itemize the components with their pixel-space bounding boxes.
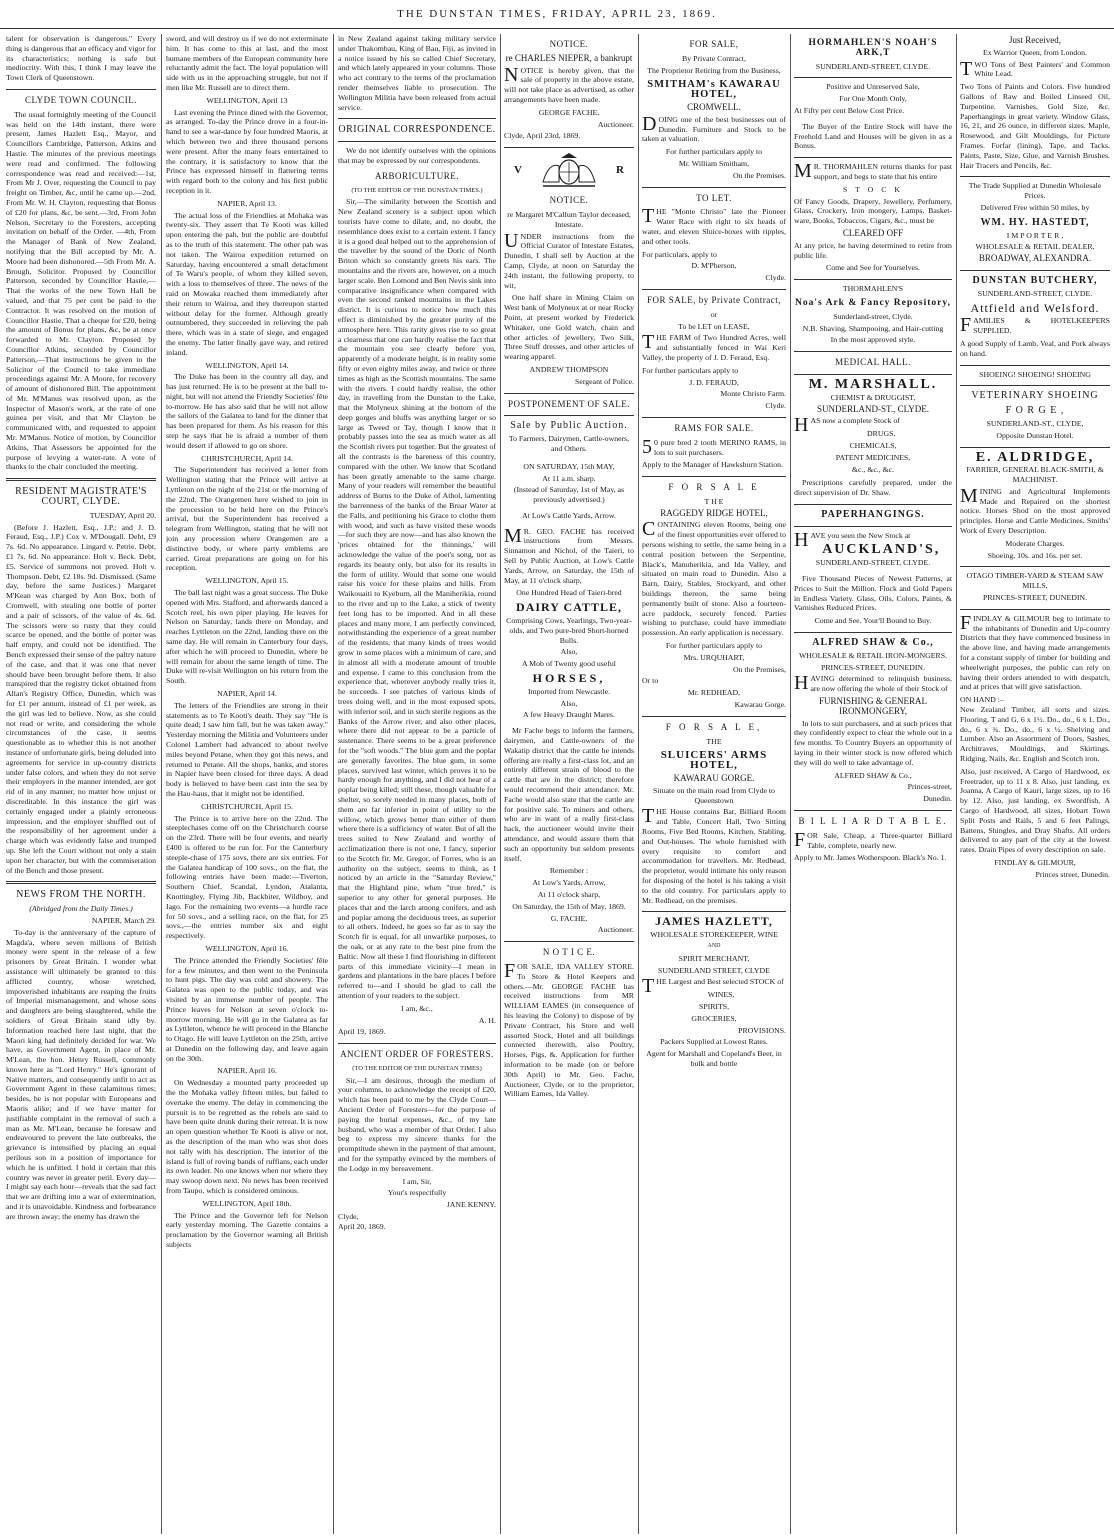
hotel-situation: Situate on the main road from Clyde to Queenstown bbox=[653, 785, 775, 805]
letter-place: Clyde, bbox=[338, 1212, 359, 1222]
store-month: For One Month Only, bbox=[839, 94, 907, 104]
signature: JANE KENNY. bbox=[446, 1200, 496, 1210]
received-text: TWO Tons of Best Painters' and Common White Lead. bbox=[960, 57, 1110, 80]
hotel-contact: Mr. REDHEAD, bbox=[687, 688, 741, 698]
auction-mob: A Mob of Twenty good useful bbox=[522, 659, 616, 669]
rams-text: 50 pure bred 2 tooth MERINO RAMS, in lots to suit purchasers. bbox=[642, 435, 786, 458]
intro-text: talent for observation is dangerous." Every thing is dangerous that an efficacy and vigor for its characteristics; nothing is safe but mediocrity. With this, I think I may leave the Town Clerk of Queenstown. bbox=[6, 34, 156, 83]
correspondence-title: ORIGINAL CORRESPONDENCE. bbox=[338, 124, 496, 136]
remember-line: On Saturday, the 15th of May, 1869. bbox=[512, 901, 626, 911]
dateline: WELLINGTON, April 15. bbox=[205, 576, 289, 586]
column-rule bbox=[790, 34, 791, 1534]
council-title: CLYDE TOWN COUNCIL. bbox=[24, 94, 137, 105]
court-title: RESIDENT MAGISTRATE'S COURT, CLYDE. bbox=[15, 486, 147, 508]
store-street: SUNDERLAND-STREET, CLYDE. bbox=[815, 558, 931, 568]
timber-sign: Princes street, Dunedin. bbox=[1035, 869, 1110, 879]
store-street: SUNDERLAND-STREET, CLYDE. bbox=[815, 61, 931, 71]
store-title: HORMAHLEN'S NOAH'S ARK,T bbox=[808, 38, 938, 58]
news-text: The Prince and the Governor left for Nelson early yesterday morning. The Gazette contains a proclamation by the Governor warning all British subjects bbox=[166, 1210, 328, 1250]
merchant-name: JAMES HAZLETT, bbox=[655, 914, 773, 929]
come-see: Come and See for Yourselves. bbox=[826, 263, 920, 273]
butchery-name: Attfield and Welsford. bbox=[970, 300, 1100, 315]
notice-role: Auctioneer. bbox=[597, 119, 634, 129]
merchant-item: GROCERIES, bbox=[691, 1013, 737, 1023]
hotel-contact: Mrs. URQUHART, bbox=[683, 652, 745, 662]
chemist-item: DRUGS, bbox=[867, 429, 896, 439]
notice-date: Clyde, April 23rd, 1869. bbox=[504, 131, 581, 141]
to-let-place: Clyde. bbox=[765, 273, 786, 283]
sale-contact: Mr. William Smitham, bbox=[678, 158, 750, 168]
farm-lease: To be LET on LEASE, bbox=[678, 321, 750, 331]
signoff: Your's respectfully bbox=[387, 1188, 447, 1198]
remember-line: At 11 o'clock sharp, bbox=[537, 889, 601, 899]
court-text: (Before J. Hazlett, Esq., J.P.; and J. D. Feraud, Esq., J.P.) Cox v. M'Dougall. Debt, £9 7s. 6d. No appearance. Lingard v. Petrie. Debt, £1 7s. 6d. No appearance. Holt v. Beck. Debt, £5. Service of summons not proved. Holt v. Thompson. Debt, £2 18s. 9d. Dismissed. (Same day, before the same Justices.) Margaret M'Kean was charged by Ann Box, both of Cromwell, with stealing one bottle of porter and a pair of scissors, of the value of 4s. 6d. The scissors were so rusty that they could scarce be opened, and the bottle of porter was half empty, and could not be identified. The Bench expressed their sense of the paltry nature of the case, and that it was one that never should have been brought before them. It also transpired that the registry ticket obtained from Allan's Registry Office, Dunedin, which was for £1 per annum, instead of £1 per week, as the girl was led to believe. Now, as she could not read or write, and considering the whole circumstances of the case, it seems questionable as to whether this is not another instance of unfortunate girls, being deluded into agreements for service in up-country districts under false colors, and when they do not serve their employers in the manner intended, are got rid of in any manner, no matter how unjust or discreditable. In this instance the girl was certainly engaged under a plainly erroneous impression, and the employer shuffled out of the responsibility of her agreement under a charge which was evidently false and trumped up. She left the Court without not only a stain upon her character, but with the commiseration of the Bench and those present. bbox=[6, 522, 156, 875]
remember-heading: Remember : bbox=[549, 866, 589, 876]
cleared-heading: CLEARED OFF bbox=[842, 227, 904, 238]
store-text: The Buyer of the Entire Stock will have the Freehold Land and Houses will be given in as a Bonus. bbox=[794, 121, 952, 151]
merchant-item: WINES, bbox=[707, 990, 735, 1000]
dateline: NAPIER, April 14. bbox=[217, 689, 277, 698]
news-text: in New Zealand against taking military service under Thakombau, King of Bau, Fiji, as invited in a notice issued by his so called Chief Secretary, and which lately appeared in your columns. Those who act contrary to the terms of the proclamation render themselves liable to prosecution. The Wellington Militia have been released from actual service. bbox=[338, 34, 496, 112]
column-rule bbox=[638, 34, 639, 1534]
thormahlen-text: MR. THORMAHLEN returns thanks for past support, and begs to state that his entire bbox=[794, 160, 952, 183]
farm-place: Clyde. bbox=[765, 401, 786, 411]
timber-items: New Zealand Timber, all sorts and sizes. Flooring, T and G, 6 x 1½. Do., do., 6 x 1. Do., do., 6 x ¾. Do., do., 6 x ½. Shelving and Lumber. Also an Assortment of Doors, Sashes, Architraves, Mouldings, and Skirtings. Ridging, Nails, &c. English and Scotch iron. bbox=[960, 705, 1110, 764]
store-sale: Positive and Unreserved Sale, bbox=[826, 82, 920, 92]
arboriculture-title: ARBORICULTURE. bbox=[375, 170, 459, 181]
chemist-text: Prescriptions carefully prepared, under the direct supervision of Dr. Shaw. bbox=[794, 478, 952, 498]
merchant-and: AND bbox=[707, 942, 721, 949]
news-text: The Prince is to arrive here on the 22nd. The steeplechases come off on the Christchurch course on the 23rd. There will be four events, and nearly £400 is offered to be run for. For the Canterbury steeple-chase of 175 sovs, there are six entries. For the Galatea handicap of 100 sovs., on the flat, the following entries have been made:—Tiverton, Southern Chief, Scandal, Lyndon, Atalanta, Knottingley, Flying Jib, Backbiter, Wildboy, and Iago. For the remaining two events—a hurdle race for 50 sovs., and a selling race, on the flat, for 25 sovs.,—the entries number six and eight respectively. bbox=[166, 813, 328, 941]
chemist-text: HAS now a complete Stock of bbox=[794, 414, 900, 437]
billiard-text: FOR Sale, Cheap, a Three-quarter Billiard Table, complete, nearly new. bbox=[794, 828, 952, 851]
notice-subtitle: re CHARLES NIEPER, a bankrupt bbox=[505, 52, 633, 63]
hotel-text: CONTAINING eleven Rooms, being one of the finest opportunities ever offered to persons wishing to settle, the same being in a central position between the Serpentine, Black's, Manuherikia, and Ida Valley, and situated on main road to Dunedin. Also a Barn, Dairy, Stables, Stockyard, and other buildings thereon, the same being permanently built of stone. Also a fourteen-acre paddock, securely fenced. Parties wishing to purchase, could have immediate possession. An early application is necessary. bbox=[642, 518, 786, 638]
hotel-place: KAWARAU GORGE. bbox=[673, 773, 755, 784]
hotel-the: THE bbox=[706, 736, 722, 746]
notice-text: NOTICE is hereby given, that the sale of property in the above estate, will not take place as advertised, as other arrangements have been made. bbox=[504, 63, 634, 104]
stock-heading: S T O C K bbox=[842, 184, 904, 194]
farrier-role: FARRIER, GENERAL BLACK-SMITH, & MACHINIST. bbox=[966, 465, 1104, 485]
sale-text: DOING one of the best businesses out of Dunedin. Furniture and Stock to be taken at valuation. bbox=[642, 112, 786, 144]
news-text: The Duke has been in the country all day, and has just returned. He is to be present at the ball to-night, but will not attend the Friendly Societies' fête to-morrow. He has also said that he will not allow the sailors of the Galatea to land for the dinner that has been prepared for them. As his reason for this step he says that he is afraid a number of them would desert if allowed to go on shore. bbox=[166, 372, 328, 450]
news-text: On Wednesday a mounted party proceeded up the the Mohaka valley fifteen miles, but failed to overtake the enemy. The delay in commencing the pursuit is to be regretted as the rebels are said to have been quite drunk during their retreat. It is now an open question whether Te Kooti is alive or not, as the description of the man who was shot does not tally with his description. The interior of the island is full of roving bands of ruffians, each under its own leader. No one knows when nor where they may swoop down next. No news has been received from Taupo, which is considered ominous. bbox=[166, 1078, 328, 1196]
hotel-name: SMITHAM's KAWARAU HOTEL, bbox=[647, 79, 781, 101]
hotel-premises: On the Premises, bbox=[732, 664, 786, 674]
signature: A. H. bbox=[478, 1015, 496, 1025]
column-4 bbox=[504, 34, 634, 1534]
notice-title: NOTICE. bbox=[549, 39, 589, 49]
chemist-name: M. MARSHALL. bbox=[808, 376, 938, 392]
notice-sign: GEORGE FACHE, bbox=[538, 107, 600, 117]
merchant-street: SUNDERLAND STREET, CLYDE bbox=[658, 965, 770, 975]
chemist-role: CHEMIST & DRUGGIST, bbox=[830, 392, 916, 402]
arboriculture-text: Sir,—The similarity between the Scottish and New Zealand scenery is a subject upon which tourists have come to dilate, and, no doubt, the resemblance does exist to a certain extent. I fancy it is a good deal helped out to the apprehension of the traveller by the sound of the Doric of North Briton which so constantly greets his ears. The mountains and the rivers are, however, on a much larger scale. Ben Lomond and Ben Nevis sink into comparative insignificance when compared with even the second ranked mountains in the Lakes district. It is curious to notice how much this effect is diminished by the greater purity of the atmosphere here. This rarity gives rise to so great a clearness that one can hardly realise the fact that the mountain you see clearly before you, apparently of a moderate height, is in reality some fifty or even eighty miles away, and twice or three times as high as the Scottish mountains. The same with the rivers. I could hardly realise, the other day, in travelling from the Dunstan to the Lake, that the Molyneux shining at the bottom of the deep gorges and bluffs was anything larger or so large as Tweed or Tay, though I know that it probably passes into the sea as much water as all the Scottish rivers put together. But the greatest of all the contrasts is the bareness of this country, compared with the other. We know that Scotland has been greatly amenable to the same charge. Many of your readers will remember the beautiful address of Burns to the Duke of Athol, lamenting the barrenness of the banks of the Bruar Water at the Falls, and petitioning his Grace to clothe them with wood, and such as have visited these woods—for such they are now—and has also known the 'prices obtained for the thinnings,' will acknowledge the value of the poet's song, not as regards its beauty only, but also for its results in the form of utility. Would that some one would raise his voice for these plains and hills. From Waikouaiti to Kyeburn, all the Maniherikia, round to the river and up to the Lake, a stick of twenty feet long has to be imported. And in all these places and many more, I am perfectly convinced, notwithstanding the experience of a great number of the residents, that many kinds of trees would grow in some places with a minimum of care, and in almost all with a moderate amount of trouble and expense. I came to this conclusion from the experience that, wherever anybody really tries it, he succeeds. I see patches of various kinds of trees doing well, and in the most exposed spots, with inferior soil, and in such sterile regions as the Banks of the Arrow river, and also other places, where there did not appear to be a particle of sustenance. There seems to be a great preference for the "soft woods." The blue gum and the poplar are generally favorites. The blue gum, in some places, survived last winter, which proves it to be hardy enough for anything, and I did not hear of a poplar being killed; still these, though valuable for shelter, so sorely needed in many places, both of them are far inferior in point of utility to the willow, which grows better than either of them where there is a sufficiency of water. But of all the trees suited to New Zealand and worthy of acclimatization there is not one, I fancy, superior to the Scotch fir. Mr. Gregor, of Forres, who is an authority on the subject, seems to think, as I noticed by an article in the "Saturday Review," that the Highland pine, when "true bred," is superior to any other for general purposes. He places that and the larch among conifers, and ash and poplar among the deciduous trees, as superior to all others. Indeed, he goes so far as to say the Scotch fir is equal, for all unwarlike purposes, to the oak, or at any rate to the best pine from the Baltic. Now all these I find flourishing in different parts of this immediate vicinity—I mean in gardens and plantations in the bare places I before referred to—and I should be glad to call the attention of your readers to the subject. bbox=[338, 197, 496, 1000]
dateline: NAPIER, April 13. bbox=[217, 198, 277, 208]
council-text: The usual fortnightly meeting of the Council was held on the 14th instant, there were present, James Hazlett Esq., Mayor, and Councillors Cambridge, Patterson, Atkins and Hastie. The minutes of the previous meetings were read and confirmed. The following correspondence was read and received:—1st, From Mr J. Over, requesting the Council to pay freight on Timber, &c, until he came up.—2nd, From Mr. W. H. Clayton, requesting that Bonus of £20 for plans, &c, be sent.—3rd, From John Nelson, Secretary to the Foresters, accepting invitation on behalf of the Order. —4th, From the Manager of Bank of New Zealand, notifying that the Bill accepted by Mr. A. Moore had been dishonored.—5th From Mr. A. Brough, Solicitor. Proposed by Councillor Patterson, seconded by Councillor Hastie,—That the works of the new Town Hall be valued, and that 75 per cent be paid to the Contractor. It was resolved on the motion of Councillor Hastie, That a cheque for £20, being the amount of Bonus for plans, &c, be at once forwarded to Mr. Clayton. Proposed by Councillor Atkins, seconded by Councillor Patterson,—That instructions be given to the Solicitor of the Council to take immediate proceedings against Mr. A Moore, for recovery of amount of dishonored Bill. The appointment of Mr. M'Manus was resolved upon, as the Inspector of Mason's work, at the rate of one guinea per visit, and that Mr Clayton be communicated with, and requested to appoint Mr. M'Manus. Notice of motion, by Councillor Atkins, That Assessors be appointed for the purpose of levying a water-rate. A vote of thanks to the chair concluded the meeting. bbox=[6, 109, 156, 472]
dateline: CHRISTCHURCH, April 14. bbox=[201, 453, 293, 463]
billiard-title: B I L L I A R D T A B L E. bbox=[798, 816, 948, 827]
store-name: AUCKLAND'S, bbox=[822, 542, 941, 558]
auction-audience: To Farmers, Dairymen, Cattle-owners, and Others. bbox=[508, 434, 630, 453]
column-2 bbox=[166, 34, 328, 1534]
signoff: I am, &c., bbox=[401, 1003, 433, 1013]
rams-title: RAMS FOR SALE. bbox=[674, 422, 754, 433]
column-6 bbox=[794, 34, 952, 1534]
news-text: The ball last night was a great success. The Duke opened with Mrs. Stafford, and afterwards danced a Scotch reel, his own piper playing. He leaves for Nelson on Saturday, lands there on Monday, and reaches Lyttleton on the 22nd, landing there on the same day. He will remain in Canterbury four days, after which he will proceed to Dunedin, where he will remain for about the same length of time. The Duke will re-visit Wellington on his return from the South. bbox=[166, 588, 328, 686]
crest-letter-v: V bbox=[514, 164, 522, 177]
timber-text: FINDLAY & GILMOUR beg to intimate to the inhabitants of Dunedin and Up-country Districts that they have commenced business in the above line, and having made arrangements for a constant supply of timber for building and wheelwright purposes, the public can rely on having their orders attended to with despatch, and at prices that will give satisfaction. bbox=[960, 611, 1110, 692]
column-rule bbox=[161, 34, 162, 1534]
auction-title: Sale by Public Auction. bbox=[510, 420, 628, 432]
royal-crest-icon bbox=[539, 152, 599, 190]
hotel-name: RAGGEDY RIDGE HOTEL, bbox=[660, 507, 768, 518]
hotel-apply: For further particulars apply to bbox=[665, 641, 763, 651]
timber-on-hand: ON HAND :– bbox=[960, 695, 1004, 705]
received-title: Just Received, bbox=[1009, 35, 1061, 45]
notice-sign: ANDREW THOMPSON bbox=[529, 364, 609, 374]
masthead: THE DUNSTAN TIMES, FRIDAY, APRIL 23, 1869. bbox=[0, 0, 1114, 29]
dateline: WELLINGTON, April 13 bbox=[206, 95, 288, 105]
paperhangings-come: Come and See. Your'll Bound to Buy. bbox=[814, 616, 932, 626]
column-rule bbox=[956, 34, 957, 1534]
timber-title: OTAGO TIMBER-YARD & STEAM SAW MILLS, bbox=[966, 571, 1104, 591]
notice-text: UNDER instructions from the Official Curator of Intestate Estates, Dunedin, I shall sell by Auction at the Camp, Clyde, at noon on Saturday the 24th instant, the following property, to wit, bbox=[504, 229, 634, 290]
butchery-street: SUNDERLAND-STREET, CLYDE. bbox=[977, 288, 1093, 298]
auction-also: Also, bbox=[560, 647, 578, 657]
foresters-text: Sir,—I am desirous, through the medium of your columns, to acknowledge the receipt of £20, which has been paid to me by the Clyde Court—Ancient Order of Foresters—for the purpose of paying the burial expenses, &c., of my late husband, who was a member of that Order. I also beg to express my sincere thanks for the promptitude shewn in the payment of that amount, and for the sympathy evinced by the members of the Lodge in my bereavement. bbox=[338, 1075, 496, 1173]
hotel-name: SLUICERS' ARMS HOTEL, bbox=[660, 749, 768, 772]
news-text: Last evening the Prince dined with the Governor, as arranged. To-day the Prince drove in a four-in-hand to see a war-dance by four hundred Maoris, at which between two and three thousand persons were present. After the many fears entertained to the contrary, it is satisfactory to know that the Prince has expressed himself in flattering terms with regard both to the colony and his first public reception in it. bbox=[166, 107, 328, 195]
notice-items: One half share in Mining Claim on West bank of Molyneux at or near Rocky Point, at present worked by Frederick Whitaker, one Gold watch, chain and other articles of jewellery, Two Silk, Three Stuff dresses, and other articles of wearing apparel. bbox=[504, 293, 634, 362]
news-text: sword, and will destroy us if we do not exterminate him. It has come to this at last, and the most humane members of the European community here reluctantly admit the fact. The loyal population will side with us in the approaching struggle, but not if men like Mr. Russell are to direct them. bbox=[166, 34, 328, 92]
farm-sale-title: FOR SALE, by Private Contract, bbox=[647, 294, 781, 305]
hotel-place: CROMWELL. bbox=[687, 101, 741, 112]
delivered-free: Delivered Free within 50 miles, by bbox=[980, 202, 1090, 212]
repository-name: Noa's Ark & Fancy Repository, bbox=[795, 297, 951, 308]
sale-subtitle: By Private Contract, bbox=[682, 53, 746, 63]
farrier-charges: Moderate Charges. bbox=[1005, 538, 1065, 548]
farm-contact: J. D. FERAUD, bbox=[689, 377, 739, 387]
notice-text: FOR SALE, IDA VALLEY STORE. To Store & Hotel Keepers and others.—Mr. GEORGE FACHE has received instructions from MR WILLIAM EAMES (in consequence of his leaving the Colony) to dispose of by Private Contract, his Store and well assorted Stock, Hotel and all buildings connected therewith, also Poultry, Horses, Pigs, &. Application for further information to be made (on or before 30th April) to Mr. Geo. Fache, Auctioneer, Clyde, or to the proprietor, William Eames, Ida Valley. bbox=[504, 959, 634, 1099]
chemist-etc: &c., &c., &c. bbox=[851, 464, 895, 474]
column-5 bbox=[642, 34, 786, 1534]
auction-also: Also, bbox=[560, 698, 578, 708]
hotel-gorge: Kawarau Gorge. bbox=[734, 700, 786, 710]
auction-text: Mr Fache begs to inform the farmers, dairymen, and Cattle-owners of the Wakatip district that the cattle he intends offering are really a first-class lot, and an entirely different strain of blood to the cattle that are in the district; therefore would recommend their attendance. Mr. Fache would also state that the cattle are for positive sale. To miners and others, who are in want of a really first-class hack, the auctioneer would invite their attendance, and would assure them that such an opportunity but seldom presents itself. bbox=[504, 726, 634, 863]
timber-also: Also, just received, A Cargo of Hardwood, ex Freetrader, up to 11 x 8. Also, just landing, ex Joanna, A Cargo of Kauri, large sizes, up to 16 by 12. Also, just landing, ex Swordfish, A Cargo of Hardwood, all sizes, Hobart Town Split Posts and Rails, 5 and 6 feet Palings, Battens, Shingles, and Dray Shafts. All orders delivered to any part of the city at the lowest rates. Drain Pipes of every description on sale. bbox=[960, 766, 1110, 855]
editor-line: (TO THE EDITOR OF THE DUNSTAN TIMES.) bbox=[351, 186, 483, 194]
notice-title: N O T I C E. bbox=[542, 947, 596, 958]
sale-proprietor: The Proprietor Retiring from the Business, bbox=[647, 65, 781, 75]
hotel-or: Or to bbox=[642, 676, 659, 686]
merchant-spirit: SPIRIT MERCHANT, bbox=[678, 953, 750, 963]
chemist-street: SUNDERLAND-ST., CLYDE. bbox=[817, 403, 929, 414]
auction-sign: G. FACHE, bbox=[550, 913, 588, 923]
merchant-text: THE Largest and Best selected STOCK of bbox=[642, 975, 784, 998]
forge-opposite: Opposite Dunstan Hotel. bbox=[996, 430, 1074, 440]
column-1 bbox=[6, 34, 156, 1534]
auction-hundred: One Hundred Head of Taieri-bred bbox=[516, 588, 622, 598]
forge-street: SUNDERLAND-ST., CLYDE, bbox=[986, 418, 1084, 428]
dateline: WELLINGTON, April 18th. bbox=[202, 1198, 292, 1208]
merchant-packers: Packers Supplied at Lowest Rates. bbox=[660, 1037, 768, 1047]
shoeing-title: SHOEING! SHOEING! SHOEING bbox=[979, 369, 1091, 379]
paperhangings-text: Five Thousand Pieces of Newest Patterns, at Prices to Suit the Million. Flock and Gold Papers in Endless Variety. Glass, Oils, Colors, Paints, & Varnishes Reduced Prices. bbox=[794, 574, 952, 613]
auction-instead: (Instead of Saturday, 1st of May, as previously advertised.) bbox=[513, 485, 625, 505]
chemist-item: CHEMICALS, bbox=[849, 440, 897, 450]
auction-text: MR. GEO. FACHE has received instructions from Messrs. Sinnamon and Nichol, of the Taieri, to Sell by Public Auction, at Low's Cattle Yards, Arrow, on Saturday, the 15th of May, at 11 o'clock sharp, bbox=[504, 524, 634, 585]
importer-street: BROADWAY, ALEXANDRA. bbox=[978, 253, 1092, 264]
repository-owner: THORMAHLEN'S bbox=[842, 284, 904, 294]
ironmonger-heading: FURNISHING & GENERAL IRONMONGERY, bbox=[819, 696, 927, 716]
north-dateline: NAPIER, March 29. bbox=[91, 915, 156, 925]
to-let-apply: For particulars, apply to bbox=[642, 249, 717, 259]
auction-place: At Low's Cattle Yards, Arrow. bbox=[522, 510, 616, 520]
court-date: TUESDAY, April 20. bbox=[89, 510, 156, 520]
timber-street: PRINCES-STREET, DUNEDIN. bbox=[982, 593, 1088, 603]
news-text: The letters of the Friendlies are strong in their statements as to Te Kooti's death. They say "He is quite dead; I saw him fall, but he was taken away." Yesterday morning the Militia and Volunteers under Colonel Lambert had advanced to about twelve miles beyond Petane, when they got this news, and returned to Petane. All the shops, banks, and stores in Napier have been closed for three days. A dead body is believed to have been cast into the sea by the Hau-haus, that it might not be identified. bbox=[166, 700, 328, 798]
ironmonger-sign: Princes-street, bbox=[907, 782, 952, 792]
news-text: The actual loss of the Friendlies at Mohaka was twenty-six. They assert that Te Kooti was killed upon entering the pah, but the public are doubtful as to the truth of this statement. The other pah was not taken. The Wairoa expedition returned on Saturday, having encountered a small detachment of Te Waru's people, of whom they killed seven, with a loss to themselves of three. The news of the raid on Mowaka reached them immediately after their return to Wairoa, and they thereupon started without delay for the former. Although greatly outnumbered, they succeeded in relieving the pah there, which was in a state of siege, and engaged the enemy. The latter finally gave way, and retired inland. bbox=[166, 210, 328, 357]
ironmonger-name: ALFRED SHAW & Co., bbox=[812, 637, 934, 649]
rams-apply: Apply to the Manager of Hawksburn Station. bbox=[642, 460, 783, 470]
notice-title: NOTICE. bbox=[549, 195, 589, 206]
cleared-text: At any price, he having determined to retire from public life. bbox=[794, 240, 952, 260]
timber-sign: FINDLAY & GILMOUR, bbox=[994, 857, 1076, 867]
dateline: CHRISTCHURCH, April 15. bbox=[201, 801, 293, 811]
ironmonger-sign: Dunedin. bbox=[923, 794, 952, 804]
ironmonger-sign: ALFRED SHAW & Co., bbox=[834, 770, 912, 780]
signoff: I am, Sir, bbox=[402, 1176, 432, 1186]
column-7 bbox=[960, 34, 1110, 1534]
dateline: NAPIER, April 16. bbox=[217, 1066, 277, 1076]
hotel-text: THE House contains Bar, Billiard Room and Table, Concert Hall, Two Sitting Rooms, Five Bed Rooms, Kitchen, Stabling, and Out-houses. The whole furnished with every requisite to comfort and accommodation for travellers. Mr. Redhead, the proprietor, would intimate his only reason for disposing of the hotel is his taking a visit to the old country. For particulars apply to Mr. Redhead, on the premises. bbox=[642, 805, 786, 905]
dateline: WELLINGTON, April 16. bbox=[205, 943, 289, 953]
hotel-sale-title: F O R S A L E bbox=[668, 482, 760, 493]
sale-title: FOR SALE, bbox=[689, 39, 739, 49]
column-rule bbox=[333, 34, 334, 1534]
farm-or: or bbox=[710, 309, 718, 319]
paperhangings-text: HAVE you seen the New Stock at bbox=[794, 528, 911, 551]
merchant-agent: Agent for Marshall and Copeland's Beer, in bulk and bottle bbox=[646, 1049, 782, 1068]
to-let-title: TO LET. bbox=[696, 192, 732, 203]
butchery-text: A good Supply of Lamb, Veal, and Pork always on hand. bbox=[960, 338, 1110, 358]
north-text: To-day is the anniversary of the capture of Magda'a, where seven millions of British money were spent in the release of a few prisoners by Great Britain. I wonder what assistance will ultimately be granted to this afflicted country, whose wretched, impoverished inhabitants are reaping the fruits of Imperial mismanagement, and whose sons and daughters are being slaughtered, while the soldiers of Great Britain stand idly by. Information reached here last night, that the Maori king had definitely decided for war. We have, as Government Agent, in place of Mr. M'Lean, the hon. Henry Russell, commonly known here as "Lord Henry." He's ignorant of Native matters, and consequently unfit to act as Government Agent in these calamitous times; besides, he is not popular with Europeans and Maoris alike; and if we have matter for justifiable complaint in the removal of such a man as Mr. M'Lean, because he foresaw and endeavoured to prevent the late outbreaks, the grievance is intensified by placing an equal perilous son in a position of importance for which he is unfitted. I hold it certain that this country was never in greater peril. Every day—I might say each hour—reveals that the sad fact that we are drifting into a war of extermination, and it is unavoidable. Kindness and forbearance are thrown away; the enemy has drawn the bbox=[6, 927, 156, 1221]
butchery-text: FAMILIES & HOTELKEEPERS SUPPLIED. bbox=[960, 314, 1110, 337]
dateline: WELLINGTON, April 14. bbox=[205, 360, 289, 370]
ironmonger-text: In lots to suit purchasers, and at such prices that they confidently expect to clear the whole out in a few months. To Country Buyers an opportunity of laying in their winter stock is now offered which they will do well to take advantage of. bbox=[794, 718, 952, 767]
chemist-item: PATENT MEDICINES, bbox=[835, 452, 911, 462]
notice-role: Sergeant of Police. bbox=[575, 376, 634, 386]
butchery-title: DUNSTAN BUTCHERY, bbox=[972, 274, 1098, 286]
north-subtitle: (Abridged from the Daily Times.) bbox=[29, 904, 133, 914]
received-subtitle: Ex Warrior Queen, from London. bbox=[982, 47, 1088, 57]
farm-apply: For further particulars apply to bbox=[642, 365, 739, 375]
ironmonger-role: WHOLESALE & RETAIL IRON-MONGERS. bbox=[798, 650, 948, 660]
auction-date: ON SATURDAY, 15th MAY, bbox=[523, 461, 615, 471]
importer-role: I M P O R T E R , bbox=[1006, 230, 1064, 240]
news-text: The Prince attended the Friendly Societies' fête for a few minutes, and then went to the Peninsula to hunt pigs. The day was cold and showery. The Galatea was open to the public today, and was visited by an immense number of people. The Prince leaves for Nelson at seven o'clock to-morrow morning. He will go in the Galatea as far as Lyttleton, whence he will proceed in the Blanche to Otago. He will leave Lyttleton on the 25th, arrive at Dunedin on the following day, and leave again on the 30th. bbox=[166, 955, 328, 1063]
merchant-item: PROVISIONS. bbox=[738, 1025, 786, 1035]
farrier-name: E. ALDRIDGE, bbox=[975, 449, 1095, 465]
news-text: The Superintendent has received a letter from Wellington stating that the Prince will arrive at Lyttleton on the night of the 21st or the morning of the 22nd. The Orangemen here wished to join in the procession to be held here on the Prince's arrival, but the Superintendent has received a telegram from Wellington, stating that he will not join any procession where Orangemen are a distinctive body, or where party emblems are carried. Great preparations are going on for his reception. bbox=[166, 465, 328, 573]
foresters-title: ANCIENT ORDER OF FORESTERS. bbox=[340, 1049, 494, 1060]
ironmonger-text: HAVING determined to relinquish business, are now offering the whole of their Stock of bbox=[794, 672, 952, 695]
correspondence-note: We do not identify ourselves with the opinions that may be expressed by our correspondents. bbox=[338, 146, 496, 165]
paperhangings-title: PAPERHANGINGS. bbox=[821, 508, 925, 520]
auction-comprising: Comprising Cows, Yearlings, Two-year-olds, and Two pure-bred Short-horned Bulls. bbox=[506, 616, 632, 645]
dairy-cattle-heading: DAIRY CATTLE, bbox=[516, 600, 622, 615]
letter-date: April 19, 1869. bbox=[338, 1027, 386, 1037]
received-items: Two Tons of Paints and Colors. Five hundred Gallons of Raw and Boiled Linseed Oil, Turpentine. Varnishes, Gold Size, &c. Paperhangings in great variety. Window Glass, 16, 21, and 26 ounce, in different sizes. Maple, Rosewood, and Gilt Mouldings, for Picture Frames. Forfar (lining), Tape, and Tacks. Paints, Paste, Size, Glue, and Varnish Brushes. Hair Tracers and Pencils, &c. bbox=[960, 82, 1110, 170]
auction-time: At 11 a.m. sharp. bbox=[542, 473, 596, 483]
remember-line: At Low's Yards, Arrow, bbox=[532, 878, 606, 888]
repository-note: N.B. Shaving, Shampooing, and Hair-cutting bbox=[802, 323, 944, 333]
auction-imported: Imported from Newcastle. bbox=[527, 686, 611, 696]
stock-items: Of Fancy Goods, Drapery, Jewellery, Perfumery, Glass, Crockery, Iron mongery, Lamps, Basket-ware, Books, Tobaccos, Cigars, &c., must be bbox=[794, 196, 952, 226]
medical-hall-title: MEDICAL HALL. bbox=[835, 357, 911, 368]
importer-name: WM. HY. HASTEDT, bbox=[980, 216, 1090, 228]
to-let-text: THE "Monte Christo" late the Pioneer Water Race with right to six heads of water, and eleven Sluice-boxes with ripples, and other tools. bbox=[642, 205, 786, 246]
forge-title: VETERINARY SHOEING bbox=[971, 390, 1099, 402]
notice-subtitle: re Margaret M'Callum Taylor deceased, Intestate. bbox=[507, 209, 631, 229]
letter-date: April 20, 1869. bbox=[338, 1221, 386, 1231]
store-price: At Fifty per cent Below Cost Price. bbox=[794, 105, 905, 115]
trade-supplied: The Trade Supplied at Dunedin Wholesale Prices. bbox=[968, 181, 1102, 201]
ironmonger-street: PRINCES-STREET, DUNEDIN. bbox=[820, 662, 926, 672]
column-3 bbox=[338, 34, 496, 1534]
auction-role: Auctioneer. bbox=[597, 925, 634, 935]
repository-street: Sunderland-street, Clyde. bbox=[833, 311, 913, 321]
hotel-sale-title: F O R S A L E, bbox=[665, 721, 763, 732]
farrier-shoeing: Shoeing, 10s. and 16s. per set. bbox=[987, 550, 1083, 560]
editor-line: (TO THE EDITOR OF THE DUNSTAN TIMES) bbox=[352, 1064, 482, 1072]
horses-heading: HORSES, bbox=[532, 671, 606, 686]
importer-role: WHOLESALE & RETAIL DEALER, bbox=[975, 242, 1095, 252]
postponement-title: POSTPONEMENT OF SALE. bbox=[507, 398, 631, 409]
farm-name: Monte Christo Farm. bbox=[720, 389, 786, 399]
sale-premises: On the Premises. bbox=[732, 170, 786, 180]
farrier-text: MINING and Agricultural Implements Made and Repaired on the shortest notice. Horses Shod on the most approved principles. Horse and Cattle Medicines. Smiths' Work of Every Description. bbox=[960, 484, 1110, 536]
crest-letter-r: R bbox=[616, 164, 624, 177]
column-rule bbox=[500, 34, 501, 1534]
merchant-item: SPIRITS, bbox=[698, 1001, 730, 1011]
repository-note: In the most approved style. bbox=[830, 335, 916, 345]
north-title: NEWS FROM THE NORTH. bbox=[16, 889, 146, 901]
merchant-role: WHOLESALE STOREKEEPER, WINE bbox=[650, 930, 778, 940]
billiard-apply: Apply to Mr. James Wotherspoon. Black's No. 1. bbox=[794, 853, 947, 863]
auction-mares: A few Heavy Draught Mares. bbox=[522, 710, 616, 720]
forge-heading: F O R G E , bbox=[1005, 405, 1065, 417]
farm-text: THE FARM of Two Hundred Acres, well and substantially fenced in Wai Keri Valley, the property of J. D. Feraud, Esq. bbox=[642, 331, 786, 362]
hotel-the: T H E bbox=[704, 496, 724, 506]
to-let-contact: D. M'Pherson, bbox=[691, 261, 737, 271]
sale-apply: For further particulars apply to bbox=[665, 147, 763, 157]
